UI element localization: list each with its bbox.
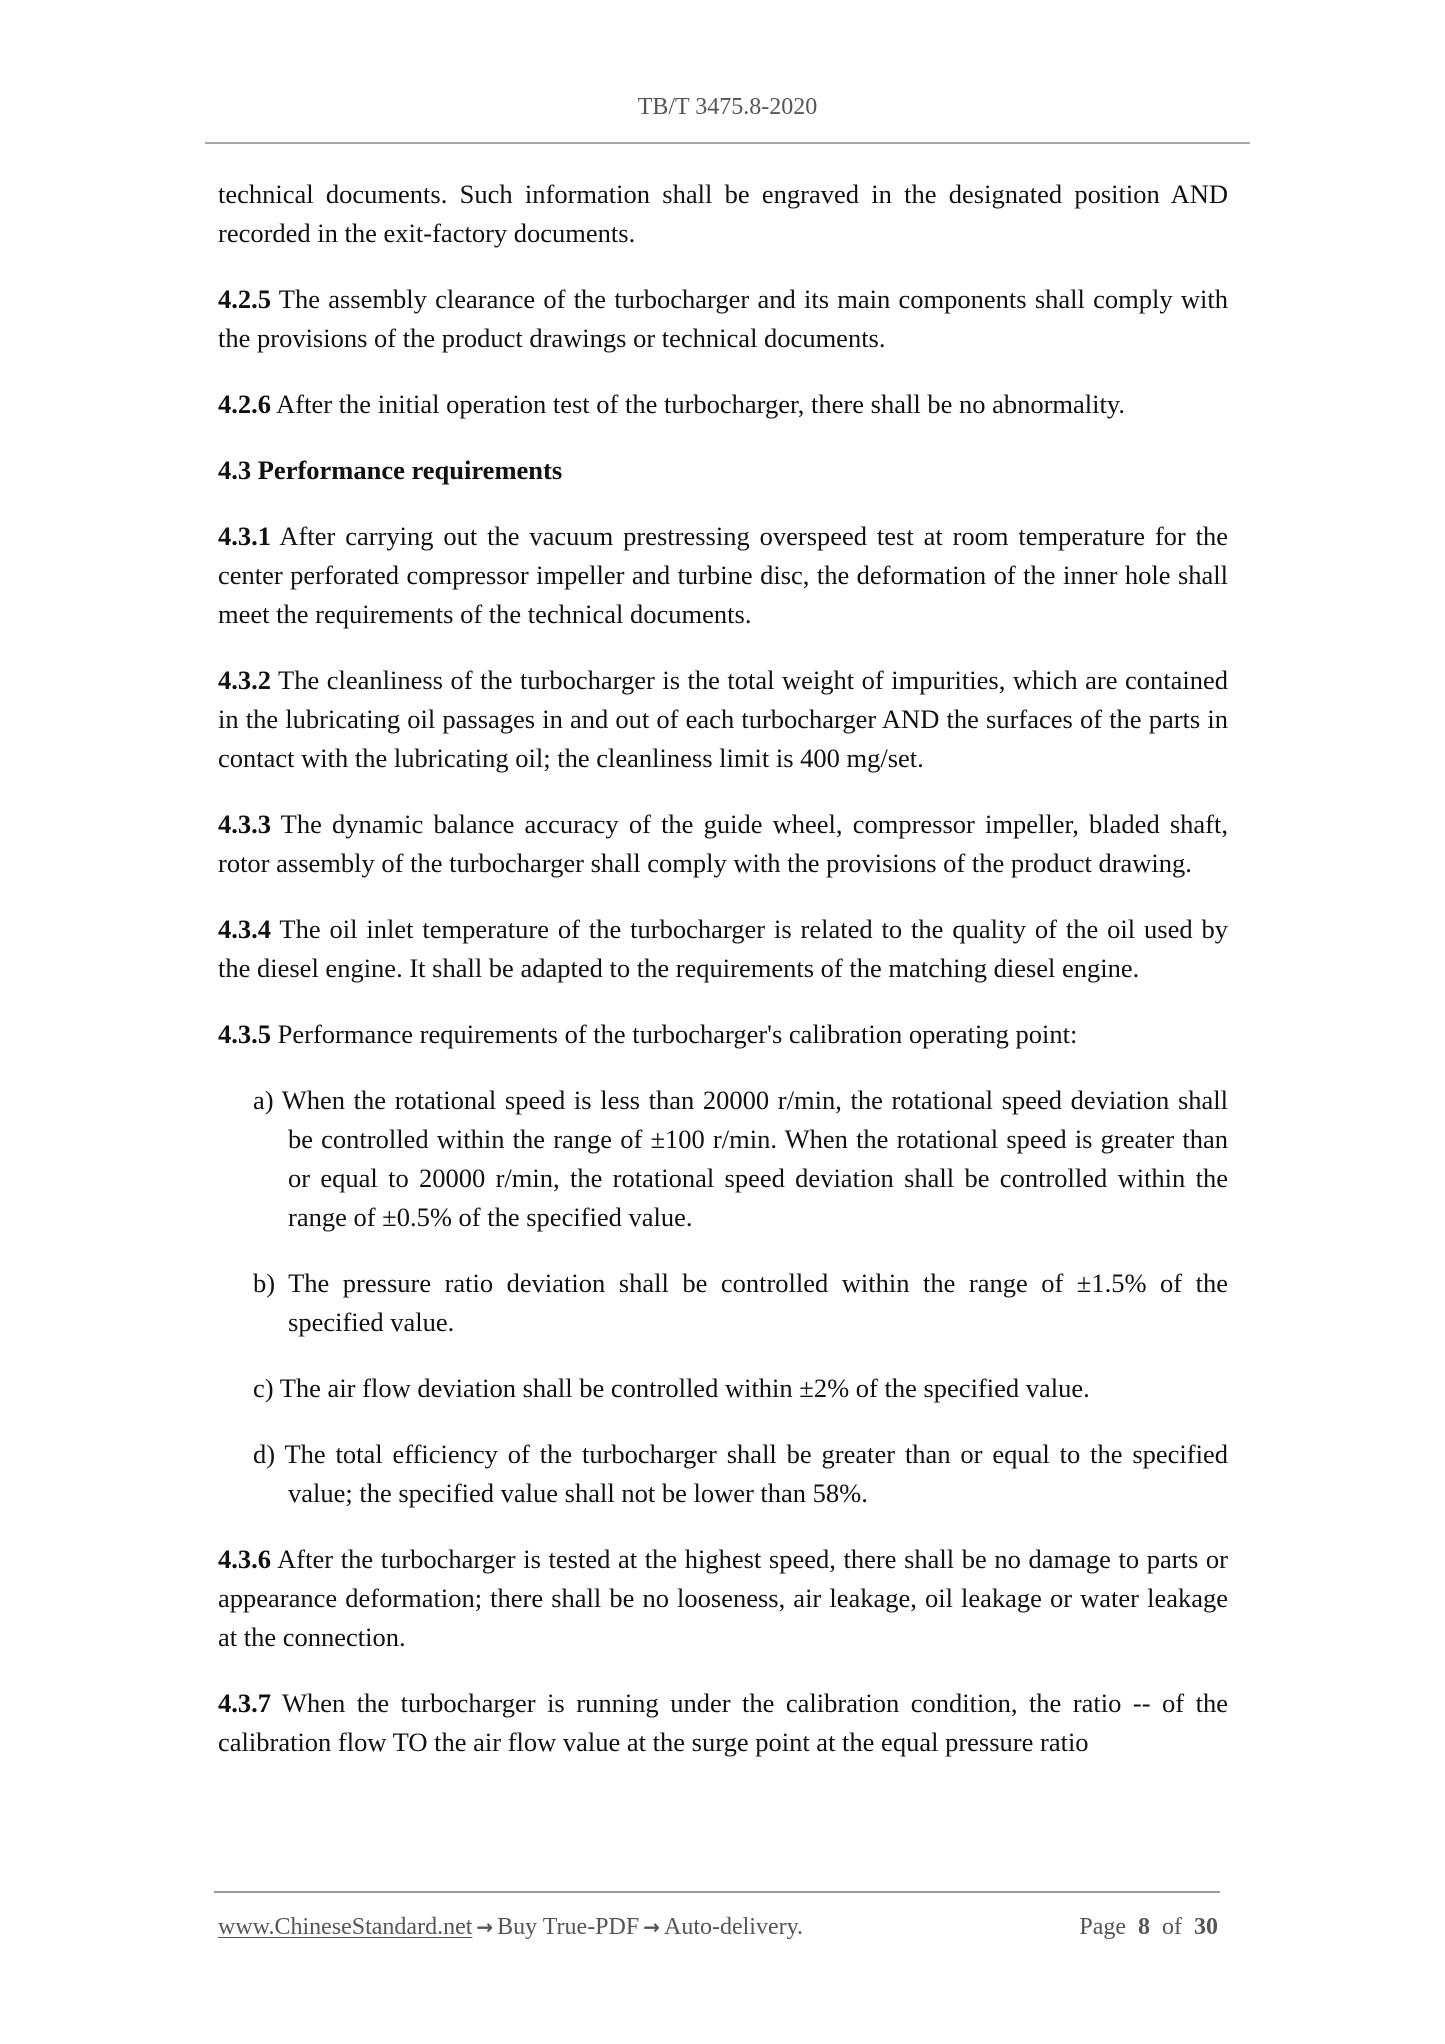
arrow-right-icon: →: [643, 1915, 660, 1939]
clause-4-3-4: [218, 910, 1228, 988]
clause-4-3-7: [218, 1684, 1228, 1762]
clause-number: 4.3.1: [218, 521, 271, 551]
document-id: TB/T 3475.8-2020: [637, 94, 818, 120]
footer-divider: [214, 1891, 1220, 1893]
list-item-b: b) The pressure ratio deviation shall be controlled within the range of ±1.5% of the specified value.: [253, 1268, 1228, 1337]
requirements-list: [218, 1081, 1228, 1513]
page-of-label: of: [1162, 1914, 1182, 1940]
clause-number: 4.3.4: [218, 914, 271, 944]
page-label: Page: [1079, 1914, 1126, 1940]
clause-number: 4.3.6: [218, 1544, 271, 1574]
page-current: 8: [1138, 1914, 1150, 1940]
arrow-right-icon: →: [476, 1915, 494, 1939]
clause-text: After the initial operation test of the turbocharger, there shall be no abnormality.: [271, 389, 1126, 419]
clause-4-2-5: [218, 280, 1228, 358]
auto-delivery-text: Auto-delivery.: [663, 1914, 804, 1940]
clause-number: 4.2.5: [218, 284, 271, 314]
list-item-c: c) The air flow deviation shall be controlled within ±2% of the specified value.: [253, 1373, 1090, 1403]
paragraph-continuation: technical documents. Such information shall be engraved in the designated position AND recorded in the exit-factory documents.: [218, 179, 1228, 248]
document-body: [218, 175, 1228, 1789]
clause-4-3-6: [218, 1540, 1228, 1657]
clause-text: Performance requirements of the turbocharger's calibration operating point:: [271, 1019, 1078, 1049]
clause-4-3-3: [218, 805, 1228, 883]
clause-text: The assembly clearance of the turbocharger and its main components shall comply with the provisions of the product drawings or technical documents.: [218, 284, 1228, 353]
clause-number: 4.3.5: [218, 1019, 271, 1049]
website-link[interactable]: www.ChineseStandard.net: [218, 1914, 473, 1940]
section-heading-4-3: 4.3 Performance requirements: [218, 455, 563, 485]
clause-text: The oil inlet temperature of the turbocharger is related to the quality of the oil used by the diesel engine. It shall be adapted to the requirements of the matching diesel engine.: [218, 914, 1228, 983]
clause-number: 4.3.7: [218, 1688, 271, 1718]
clause-4-3-1: [218, 517, 1228, 634]
clause-4-3-2: [218, 661, 1228, 778]
clause-number: 4.3.3: [218, 809, 271, 839]
clause-4-2-6: [218, 385, 1228, 424]
clause-number: 4.2.6: [218, 389, 271, 419]
header-divider: [205, 142, 1250, 144]
clause-text: After carrying out the vacuum prestressing overspeed test at room temperature for the center perforated compressor impeller and turbine disc, the deformation of the inner hole shall meet the requirements of the technical documents.: [218, 521, 1228, 629]
page-footer: [218, 1912, 1218, 1942]
page-number: [1079, 1912, 1218, 1942]
page-total: 30: [1194, 1914, 1218, 1940]
clause-number: 4.3.2: [218, 665, 271, 695]
list-item-d: d) The total efficiency of the turbocharger shall be greater than or equal to the specified value; the specified value shall not be lower than 58%.: [253, 1439, 1228, 1508]
clause-4-3-5: [218, 1015, 1228, 1054]
clause-text: The cleanliness of the turbocharger is the total weight of impurities, which are contained in the lubricating oil passages in and out of each turbocharger AND the surfaces of the parts in contact with the lubricating oil; the cleanliness limit is 400 mg/set.: [218, 665, 1228, 773]
buy-pdf-text: Buy True-PDF: [497, 1914, 640, 1940]
clause-text: When the turbocharger is running under the calibration condition, the ratio -- of the calibration flow TO the air flow value at the surge point at the equal pressure ratio: [218, 1688, 1228, 1757]
document-header: [205, 92, 1250, 122]
list-item-a: a) When the rotational speed is less than 20000 r/min, the rotational speed deviation shall be controlled within the range of ±100 r/min. When the rotational speed is greater than or equal to 20000 r/min, the rotational speed deviation shall be controlled within the range of ±0.5% of the specified value.: [253, 1085, 1228, 1232]
clause-text: The dynamic balance accuracy of the guide wheel, compressor impeller, bladed shaft, rotor assembly of the turbocharger shall comply with the provisions of the product drawing.: [218, 809, 1228, 878]
clause-text: After the turbocharger is tested at the highest speed, there shall be no damage to parts or appearance deformation; there shall be no looseness, air leakage, oil leakage or water leakage at the connection.: [218, 1544, 1228, 1652]
